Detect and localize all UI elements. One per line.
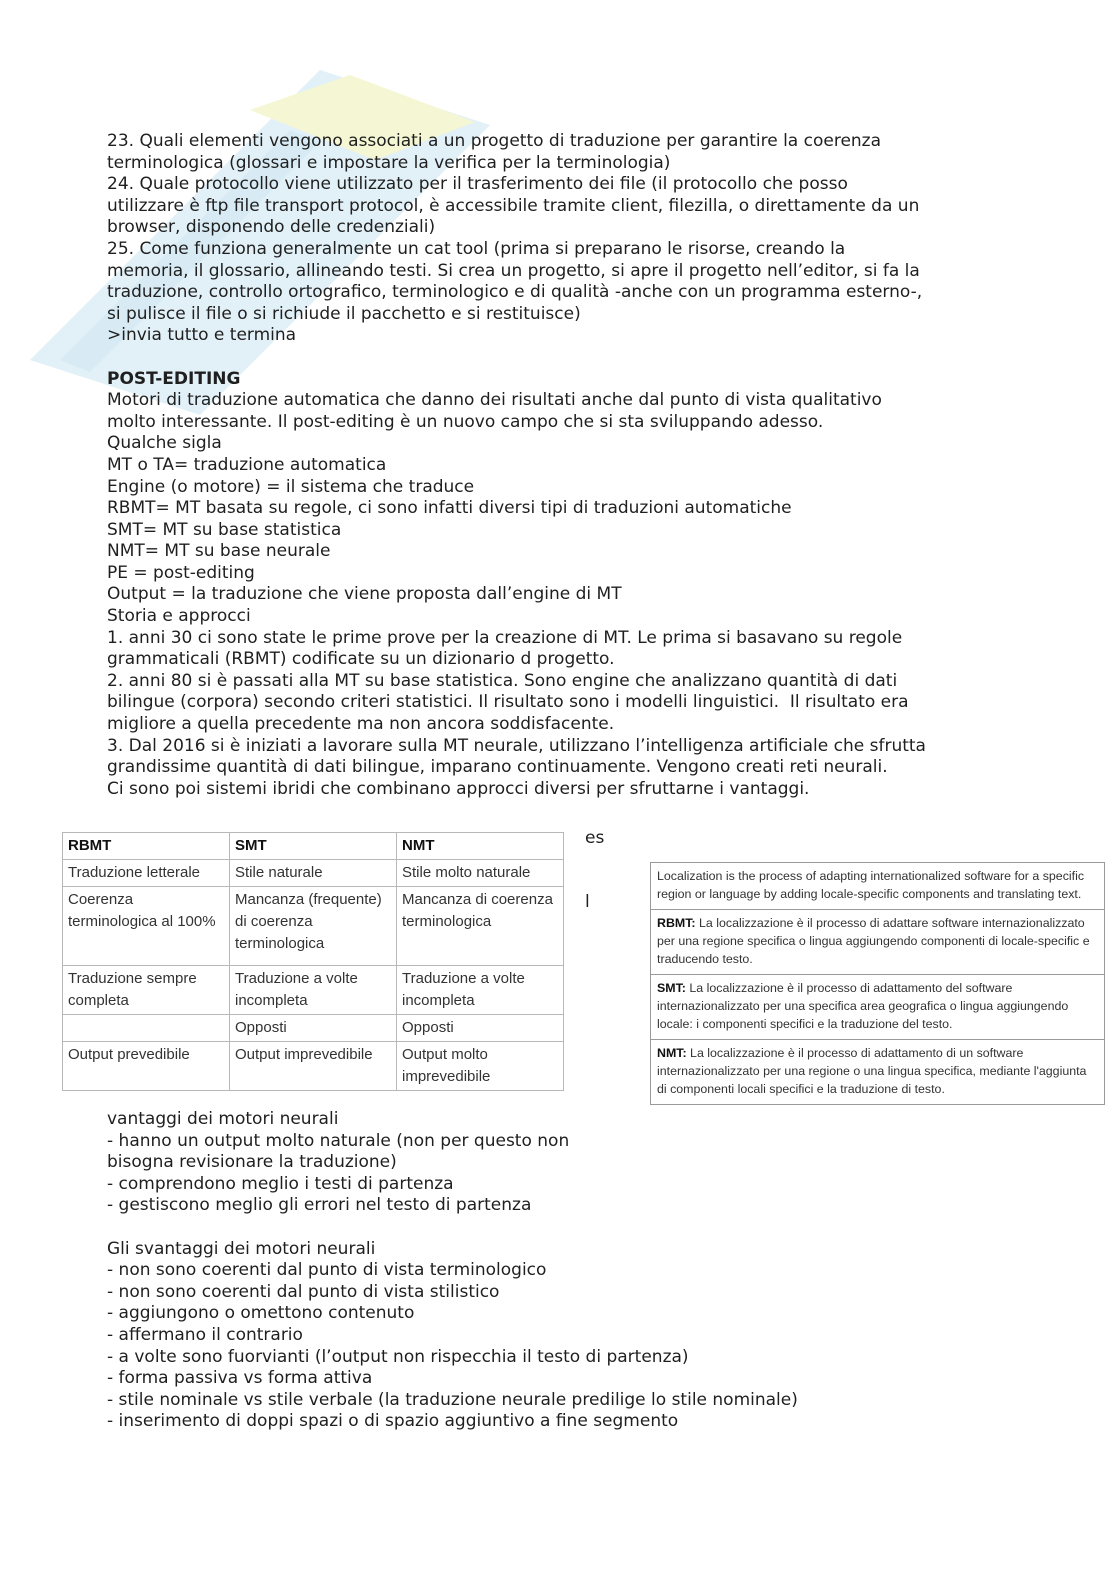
question-line: browser, disponendo delle credenziali): [107, 217, 436, 238]
table-cell: Traduzione a volte incompleta: [230, 966, 397, 1015]
body-line: Storia e approcci: [107, 606, 251, 627]
table-cell: Stile molto naturale: [397, 860, 564, 887]
list-item: - stile nominale vs stile verbale (la traduzione neurale predilige lo stile nominale): [107, 1389, 798, 1410]
table-row: [63, 1015, 564, 1042]
question-line: terminologica (glossari e impostare la verifica per la terminologia): [107, 152, 671, 173]
table-header-cell: RBMT: [63, 833, 230, 860]
table-cell: Stile naturale: [230, 860, 397, 887]
example-label: NMT:: [657, 1046, 687, 1060]
question-line: 23. Quali elementi vengono associati a un progetto di traduzione per garantire la coerenza: [107, 131, 882, 151]
table-header-row: [63, 833, 564, 860]
table-cell: Output imprevedibile: [230, 1042, 397, 1091]
translation-example-box: [650, 862, 1105, 1105]
table-cell: Traduzione letterale: [63, 860, 230, 887]
disadvantages-title: Gli svantaggi dei motori neurali: [107, 1238, 376, 1259]
table-cell: [63, 1015, 230, 1042]
body-line: Motori di traduzione automatica che danno dei risultati anche dal punto di vista qualitativo: [107, 390, 882, 411]
table-cell: Opposti: [397, 1015, 564, 1042]
body-line: migliore a quella precedente ma non ancora soddisfacente.: [107, 714, 615, 735]
list-item: - aggiungono o omettono contenuto: [107, 1303, 415, 1324]
list-item: - gestiscono meglio gli errori nel testo di partenza: [107, 1195, 532, 1216]
table-cell: Mancanza (frequente) di coerenza terminologica: [230, 887, 397, 966]
list-item: - non sono coerenti dal punto di vista stilistico: [107, 1281, 500, 1302]
question-line: si pulisce il file o si richiude il pacchetto e si restituisce): [107, 303, 581, 324]
question-line: 24. Quale protocollo viene utilizzato per il trasferimento dei file (il protocollo che posso: [107, 174, 848, 195]
example-text: La localizzazione è il processo di adattare software internazionalizzato per una regione specifica o lingua aggiungendo componenti di locale-specific e traducendo testo.: [657, 916, 1090, 966]
side-label-es: es: [585, 828, 605, 848]
body-line: 3. Dal 2016 si è iniziati a lavorare sulla MT neurale, utilizzano l’intelligenza artificiale che sfrutta: [107, 735, 926, 756]
body-line: Output = la traduzione che viene proposta dall’engine di MT: [107, 584, 622, 605]
table-cell: Traduzione a volte incompleta: [397, 966, 564, 1015]
pros-cons-section: [107, 1109, 798, 1433]
example-source: [651, 863, 1104, 910]
spacer: [107, 347, 1012, 369]
example-text: La localizzazione è il processo di adattamento del software internazionalizzato per una specifica area geografica o lingua aggiungendo locale: i componenti specifici e la traduzione del testo.: [657, 981, 1069, 1031]
body-line: molto interessante. Il post-editing è un nuovo campo che si sta sviluppando adesso.: [107, 411, 824, 432]
body-line: SMT= MT su base statistica: [107, 519, 342, 540]
list-item: - forma passiva vs forma attiva: [107, 1368, 373, 1389]
example-label: SMT:: [657, 981, 686, 995]
question-line: 25. Come funziona generalmente un cat tool (prima si preparano le risorse, creando la: [107, 238, 846, 259]
section-heading: POST-EDITING: [107, 368, 241, 389]
example-source-text: Localization is the process of adapting internationalized software for a specific region or language by adding locale-specific components and translating text.: [657, 869, 1085, 901]
question-line: >invia tutto e termina: [107, 325, 297, 346]
table-header-cell: SMT: [230, 833, 397, 860]
table-cell: Output prevedibile: [63, 1042, 230, 1091]
advantages-title: vantaggi dei motori neurali: [107, 1109, 339, 1129]
body-line: 1. anni 30 ci sono state le prime prove per la creazione di MT. Le prima si basavano su regole: [107, 627, 903, 648]
table-header-cell: NMT: [397, 833, 564, 860]
list-item: - non sono coerenti dal punto di vista terminologico: [107, 1260, 547, 1281]
table-row: [63, 860, 564, 887]
example-label: RBMT:: [657, 916, 696, 930]
body-line: RBMT= MT basata su regole, ci sono infatti diversi tipi di traduzioni automatiche: [107, 498, 792, 519]
table-cell: Opposti: [230, 1015, 397, 1042]
table-cell: Traduzione sempre completa: [63, 966, 230, 1015]
table-row: [63, 887, 564, 966]
table-row: [63, 1042, 564, 1091]
list-item: - hanno un output molto naturale (non per questo non: [107, 1130, 570, 1151]
body-line: NMT= MT su base neurale: [107, 541, 331, 562]
list-item: - a volte sono fuorvianti (l’output non rispecchia il testo di partenza): [107, 1346, 689, 1367]
example-nmt: [651, 1040, 1104, 1104]
list-item: - affermano il contrario: [107, 1324, 303, 1345]
table-cell: Output molto imprevedibile: [397, 1042, 564, 1091]
question-line: utilizzare è ftp file transport protocol, è accessibile tramite client, filezilla, o direttamente da un: [107, 195, 920, 216]
example-rbmt: [651, 910, 1104, 975]
body-line: Ci sono poi sistemi ibridi che combinano approcci diversi per sfruttarne i vantaggi.: [107, 778, 810, 799]
table-cell: Coerenza terminologica al 100%: [63, 887, 230, 966]
list-item: - inserimento di doppi spazi o di spazio aggiuntivo a fine segmento: [107, 1411, 679, 1432]
question-line: memoria, il glossario, allineando testi. Si crea un progetto, si apre il progetto nell’editor, si fa la: [107, 260, 920, 281]
question-line: traduzione, controllo ortografico, terminologico e di qualità -anche con un programma esterno-,: [107, 282, 923, 303]
list-item: bisogna revisionare la traduzione): [107, 1152, 397, 1173]
body-line: grammaticali (RBMT) codificate su un dizionario d progetto.: [107, 649, 615, 670]
side-label-l: l: [585, 892, 590, 912]
body-line: 2. anni 80 si è passati alla MT su base statistica. Sono engine che analizzano quantità di dati: [107, 670, 898, 691]
body-line: grandissime quantità di dati bilingue, imparano continuamente. Vengono creati reti neurali.: [107, 757, 888, 778]
list-item: - comprendono meglio i testi di partenza: [107, 1173, 454, 1194]
body-line: MT o TA= traduzione automatica: [107, 454, 387, 475]
example-text: La localizzazione è il processo di adattamento di un software internazionalizzato per una regione o una lingua specifica, mediante l'aggiunta di componenti locali specifici e la traduzione di testo.: [657, 1046, 1087, 1096]
table-cell: Mancanza di coerenza terminologica: [397, 887, 564, 966]
spacer: [107, 1217, 647, 1239]
mt-comparison-table: [62, 832, 564, 1091]
body-line: bilingue (corpora) secondo criteri statistici. Il risultato sono i modelli linguistici. Il risultato era: [107, 692, 909, 713]
example-smt: [651, 975, 1104, 1040]
table-row: [63, 966, 564, 1015]
body-line: Engine (o motore) = il sistema che traduce: [107, 476, 475, 497]
body-line: PE = post-editing: [107, 562, 255, 583]
body-line: Qualche sigla: [107, 433, 222, 454]
document-body: [107, 131, 1012, 800]
